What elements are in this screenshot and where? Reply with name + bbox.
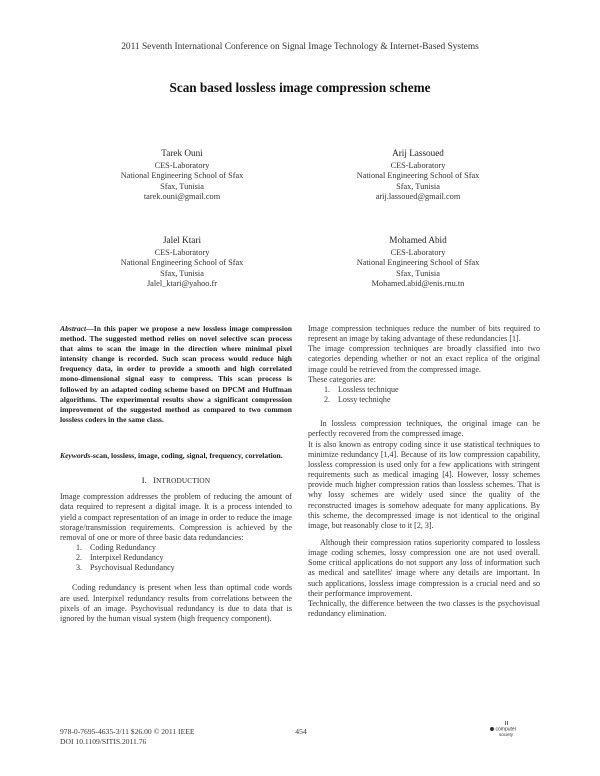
conference-header: 2011 Seventh International Conference on Signal Image Technology & Internet-Based Systems <box>121 42 479 52</box>
list-item: 2. Lossy techniqhe <box>332 395 540 405</box>
author-block-1 <box>82 148 282 202</box>
author-city: Sfax, Tunisia <box>396 181 440 191</box>
author-block-2 <box>318 148 518 202</box>
author-school: National Engineering School of Sfax <box>120 258 244 268</box>
right-paragraph-2: The image compression techniques are broadly classified into two categories depending whether or not an exact replica of the original image could be retrieved from the compressed image. <box>308 344 540 374</box>
list-item: 3. Psychovisual Redundancy <box>84 563 292 573</box>
computer-society-logo <box>488 720 518 743</box>
section-title-rest: NTRODUCTION <box>156 477 211 486</box>
right-paragraph-3: These categories are: <box>308 374 376 384</box>
right-paragraph-5: It is also known as entropy coding since it use statistical techniques to minimize redundancy [1,4]. Because of its low compression capability, lossless compression is used only for a few applications with stringent requirements such as medical imaging [4]. However, lossy schemes provide much higher compression ratios than lossless schemes. That is why lossy schemes are widely used since the quality of the reconstructed images is somehow adequate for many applications. By this scheme, the decompressed image is not identical to the original image, but reasonably close to it [2, 3]. <box>308 439 540 530</box>
redundancy-list <box>60 543 292 573</box>
author-name: Mohamed Abid <box>389 235 447 245</box>
keywords-text: scan, lossless, image, coding, signal, frequency, correlation. <box>92 450 283 460</box>
author-block-3 <box>82 235 282 289</box>
logo-text-bottom: society <box>499 732 514 737</box>
right-paragraph-4: In lossless compression techniques, the original image can be perfectly recovered from the compressed image. <box>308 419 540 439</box>
paper-title: Scan based lossless image compression scheme <box>169 80 431 95</box>
author-name: Jalel Ktari <box>162 235 201 245</box>
author-block-4 <box>318 235 518 289</box>
keywords-lead: Keywords- <box>60 450 93 460</box>
author-lab: CES-Laboratory <box>390 248 446 258</box>
computer-society-logo-icon <box>488 720 518 738</box>
list-item: 1. Lossless technique <box>332 385 540 395</box>
right-paragraph-6: Although their compression ratios superiority compared to lossless image coding schemes, lossy compression one are not used overall. Some critical applications do not support any loss of information such as medical and satellites' image where any details are important. In such applications, lossless image compression is a crucial need and so their performance improvement. <box>308 537 540 598</box>
author-name: Tarek Ouni <box>161 148 203 158</box>
right-column <box>308 324 540 619</box>
author-school: National Engineering School of Sfax <box>356 258 480 268</box>
author-email[interactable]: tarek.ouni@gmail.com <box>143 191 221 201</box>
author-city: Sfax, Tunisia <box>160 268 204 278</box>
author-lab: CES-Laboratory <box>154 248 210 258</box>
page-number: 454 <box>295 727 307 736</box>
author-email[interactable]: Jalel_ktari@yahoo.fr <box>146 278 218 288</box>
list-item: 1. Coding Redundancy <box>84 543 292 553</box>
section-title-initial: I <box>153 475 157 486</box>
keywords <box>60 451 292 461</box>
intro-paragraph-2: Coding redundancy is present when less than optimal code words are used. Interpixel redundancy results from correlations between the pixels of an image. Psychovisual redundancy is due to data that is ignored by the human visual system (high frequency component). <box>60 583 292 623</box>
author-lab: CES-Laboratory <box>154 161 210 171</box>
section-number: I. <box>141 475 147 486</box>
abstract-text: —In this paper we propose a new lossless image compression method. The suggested method relies on novel selective scan process that aims to scan the image in the direction where minimal pixel intensity change is recorded. Such scan process would reduce high frequency data, in order to provide a smooth and high correlated mono-dimensional signal easy to compress. This scan process is followed by an adapted coding scheme based on DPCM and Huffman algorithms. The experimental results show a significant compression improvement of the suggested method as compared to two common lossless coders in the same class. <box>60 324 292 424</box>
footer-copyright <box>60 727 195 747</box>
intro-paragraph-1: Image compression addresses the problem of reducing the amount of data required to represent a digital image. It is a process intended to yield a compact representation of an image in order to reduce the image storage/transmission requirements. Compression is achieved by the removal of one or more of three basic data redundancies: <box>60 492 292 542</box>
author-email[interactable]: Mohamed.abid@enis.rnu.tn <box>371 278 465 288</box>
section-heading-introduction <box>60 475 292 486</box>
author-name: Arij Lassoued <box>392 148 444 158</box>
author-lab: CES-Laboratory <box>390 161 446 171</box>
author-email[interactable]: arij.lassoued@gmail.com <box>375 191 461 201</box>
abstract <box>60 324 292 425</box>
right-paragraph-7: Technically, the difference between the two classes is the psychovisual redundancy elimination. <box>308 598 540 619</box>
left-column <box>60 324 292 624</box>
footer-isbn: 978-0-7695-4635-3/11 $26.00 © 2011 IEEE <box>60 727 195 736</box>
right-paragraph-1: Image compression techniques reduce the number of bits required to represent an image by taking advantage of these redundancies [1]. <box>308 324 540 344</box>
footer-doi: DOI 10.1109/SITIS.2011.76 <box>60 737 147 746</box>
list-item: 2. Interpixel Redundancy <box>84 553 292 563</box>
categories-list <box>308 385 540 405</box>
author-city: Sfax, Tunisia <box>396 268 440 278</box>
abstract-lead: Abstract <box>60 324 87 333</box>
author-school: National Engineering School of Sfax <box>120 171 244 181</box>
author-school: National Engineering School of Sfax <box>356 171 480 181</box>
logo-text-top: computer <box>495 726 517 733</box>
author-city: Sfax, Tunisia <box>160 181 204 191</box>
